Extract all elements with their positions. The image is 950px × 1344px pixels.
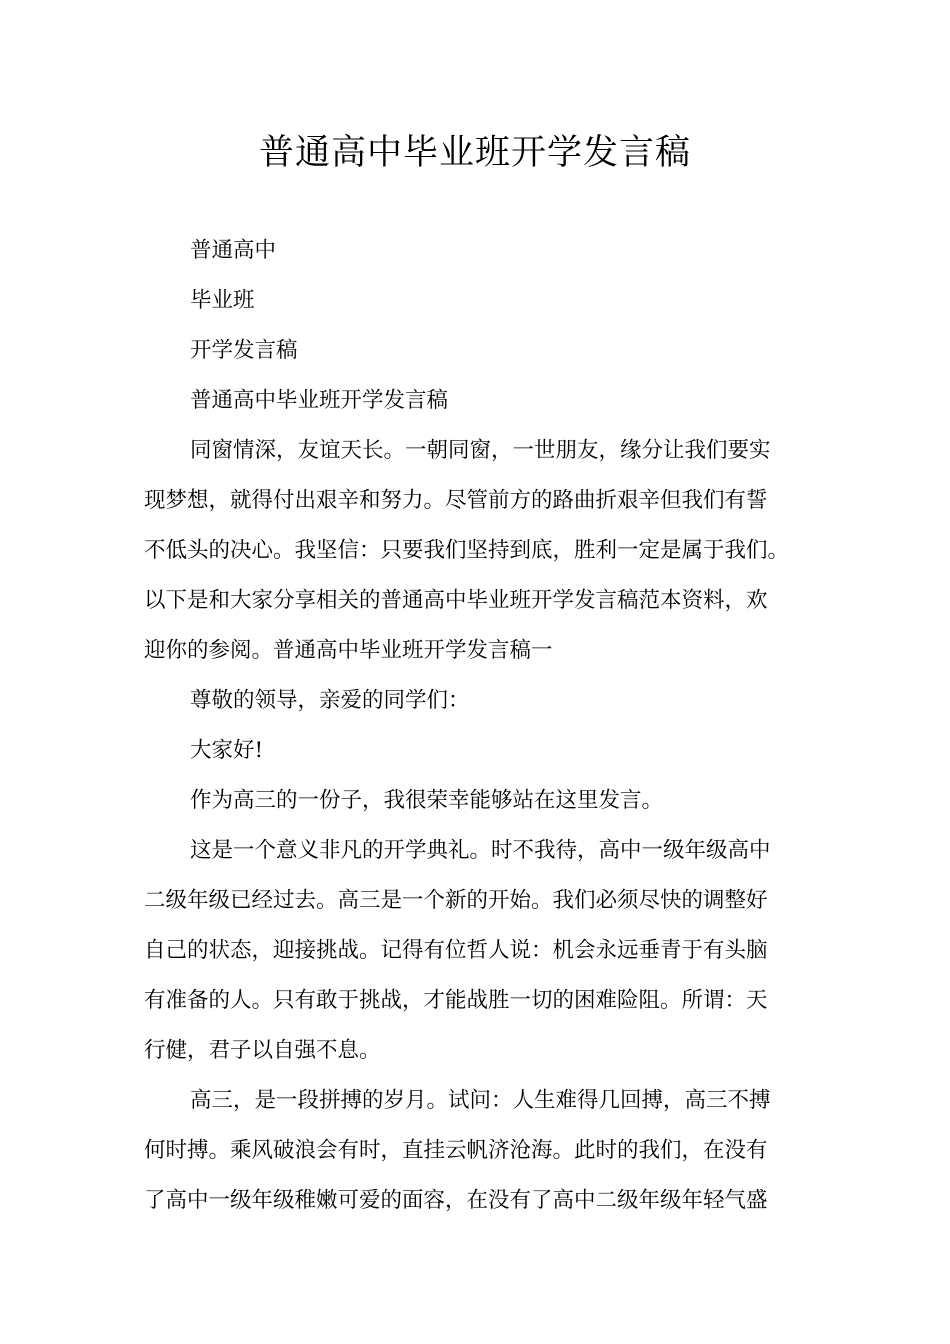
- text-line: 以下是和大家分享相关的普通高中毕业班开学发言稿范本资料，欢: [144, 588, 768, 613]
- text-line: 同窗情深，友谊天长。一朝同窗，一世朋友，缘分让我们要实: [190, 438, 771, 463]
- paragraph: [144, 776, 804, 826]
- text-line: 尊敬的领导，亲爱的同学们：: [190, 688, 470, 713]
- text-line: 开学发言稿: [190, 338, 298, 363]
- paragraph: [144, 426, 804, 676]
- text-line: 何时搏。乘风破浪会有时，直挂云帆济沧海。此时的我们，在没有: [144, 1138, 768, 1163]
- paragraph: [144, 326, 804, 376]
- text-line: 行健，君子以自强不息。: [144, 1038, 381, 1063]
- text-line: 大家好!: [190, 738, 264, 763]
- document-title: 普通高中毕业班开学发言稿: [258, 133, 691, 173]
- text-line: 现梦想，就得付出艰辛和努力。尽管前方的路曲折艰辛但我们有誓: [144, 488, 768, 513]
- text-line: 有准备的人。只有敢于挑战，才能战胜一切的困难险阻。所谓：天: [144, 988, 768, 1013]
- text-line: 了高中一级年级稚嫩可爱的面容，在没有了高中二级年级年轻气盛: [144, 1188, 768, 1213]
- text-line: 迎你的参阅。普通高中毕业班开学发言稿一: [144, 638, 553, 663]
- text-line: 毕业班: [190, 288, 255, 313]
- text-line: 普通高中毕业班开学发言稿: [190, 388, 449, 413]
- text-line: 自己的状态，迎接挑战。记得有位哲人说：机会永远垂青于有头脑: [144, 938, 768, 963]
- paragraph: [144, 726, 804, 776]
- paragraph: [144, 376, 804, 426]
- paragraph: [144, 676, 804, 726]
- text-line: 普通高中: [190, 238, 277, 263]
- text-line: 作为高三的一份子，我很荣幸能够站在这里发言。: [190, 788, 664, 813]
- paragraph: [144, 226, 804, 276]
- text-line: 不低头的决心。我坚信：只要我们坚持到底，胜利一定是属于我们。: [144, 538, 790, 563]
- paragraph: [144, 826, 804, 1076]
- text-line: 二级年级已经过去。高三是一个新的开始。我们必须尽快的调整好: [144, 888, 768, 913]
- text-line: 这是一个意义非凡的开学典礼。时不我待，高中一级年级高中: [190, 838, 771, 863]
- document-body: [144, 226, 804, 1226]
- text-line: 高三，是一段拼搏的岁月。试问：人生难得几回搏，高三不搏: [190, 1088, 771, 1113]
- paragraph: [144, 276, 804, 326]
- paragraph: [144, 1076, 804, 1226]
